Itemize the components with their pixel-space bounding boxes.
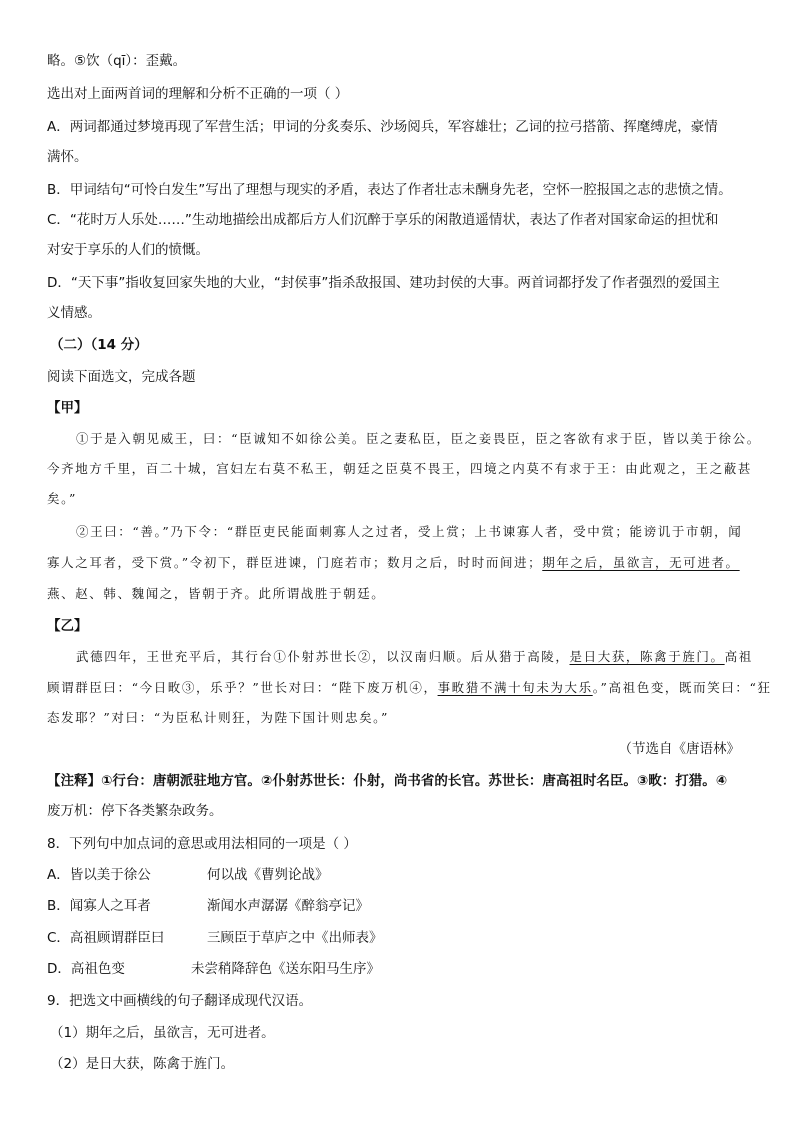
annotation-note <box>47 771 754 791</box>
underlined-sentence: 是日大获，陈禽于旌门。 <box>569 649 725 664</box>
passage-jia-p1: 矣。” <box>47 491 77 506</box>
question-9: 9．把选文中画横线的句子翻译成现代汉语。 <box>47 993 313 1009</box>
text-line: 略。⑤饮（qī）：歪戴。 <box>47 53 187 69</box>
passage-jia-p1: ①于是入朝见威王，曰：“臣诚知不如徐公美。臣之妻私臣，臣之妾畏臣，臣之客欲有求于臣，皆以美于徐公。 <box>76 431 761 446</box>
option-c-cont: 对安于享乐的人们的愤慨。 <box>47 242 209 258</box>
option-right: 三顾臣于草庐之中《出师表》 <box>207 930 383 946</box>
reading-instruction: 阅读下面选文，完成各题 <box>47 369 196 385</box>
underlined-sentence: 期年之后，虽欲言，无可进者。 <box>542 555 740 570</box>
question-8: 8．下列句中加点词的意思或用法相同的一项是（ ） <box>47 836 357 852</box>
option-d-cont: 义情感。 <box>47 305 101 321</box>
passage-text: 武德四年，王世充平后，其行台①仆射苏世长②，以汉南归顺。后从猎于高陵， <box>76 649 570 664</box>
option-left: A．皆以美于徐公 <box>47 867 151 883</box>
q8-option-b <box>47 896 754 916</box>
annotation-note-cont: 废万机：停下各类繁杂政务。 <box>47 803 223 819</box>
option-b: B．甲词结句“可怜白发生”写出了理想与现实的矛盾，表达了作者壮志未酬身先老，空怀一腔报国之志的悲愤之情。 <box>47 182 732 198</box>
passage-jia-p2: 燕、赵、韩、魏闻之，皆朝于齐。此所谓战胜于朝廷。 <box>47 586 386 601</box>
annotation-text: 【注释】①行台：唐朝派驻地方官。②仆射苏世长：仆射，尚书省的长官。苏世长：唐高祖时名臣。③畋：打猎。④ <box>47 773 728 789</box>
question-stem: 选出对上面两首词的理解和分析不正确的一项（ ） <box>47 86 349 102</box>
underlined-sentence: 事畋猎不满十旬未为大乐 <box>437 680 593 695</box>
passage-jia-p1: 今齐地方千里，百二十城，宫妇左右莫不私王，朝廷之臣莫不畏王，四境之内莫不有求于王：由此观之，王之蔽甚 <box>47 461 753 476</box>
passage-text: 高祖 <box>724 649 753 664</box>
q9-item-2: （2）是日大获，陈禽于旌门。 <box>50 1056 235 1072</box>
passage-jia-p2 <box>47 553 754 573</box>
option-right: 渐闻水声潺潺《醉翁亭记》 <box>207 898 369 914</box>
passage-text: 寡人之耳者，受下赏。”令初下，群臣进谏，门庭若市；数月之后，时时而间进； <box>47 555 543 570</box>
option-a: A．两词都通过梦境再现了军营生活；甲词的分炙奏乐、沙场阅兵，军容雄壮；乙词的拉弓搭箭、挥麾缚虎，豪情 <box>47 119 718 135</box>
option-right: 未尝稍降辞色《送东阳马生序》 <box>191 961 380 977</box>
section-heading: （二）（14 分） <box>50 337 148 353</box>
option-left: B．闻寡人之耳者 <box>47 898 151 914</box>
option-left: D．高祖色变 <box>47 961 125 977</box>
option-d: D．“天下事”指收复回家失地的大业，“封侯事”指杀敌报国、建功封侯的大事。两首词都抒发了作者强烈的爱国主 <box>47 275 720 291</box>
q8-option-c <box>47 928 754 948</box>
q8-option-a <box>47 865 754 885</box>
passage-text: 。”高祖色变，既而笑曰：“狂 <box>592 680 772 695</box>
option-c: C．“花时万人乐处……”生动地描绘出成都后方人们沉醉于享乐的闲散逍遥情状，表达了作者对国家命运的担忧和 <box>47 212 719 228</box>
option-left: C．高祖顾谓群臣曰 <box>47 930 165 946</box>
q9-item-1: （1）期年之后，虽欲言，无可进者。 <box>50 1025 275 1041</box>
passage-yi <box>47 678 772 698</box>
passage-label-yi: 【乙】 <box>47 618 88 634</box>
passage-text: 顾谓群臣曰：“今日畋③，乐乎？”世长对曰：“陛下废万机④， <box>47 680 438 695</box>
option-right: 何以战《曹刿论战》 <box>207 867 329 883</box>
passage-yi: 态发耶？”对曰：“为臣私计则狂，为陛下国计则忠矣。” <box>47 710 390 725</box>
passage-yi <box>76 647 754 667</box>
passage-jia-p2: ②王曰：“善。”乃下令：“群臣吏民能面刺寡人之过者，受上赏；上书谏寡人者，受中赏；能谤讥于市朝，闻 <box>76 524 743 539</box>
passage-label-jia: 【甲】 <box>47 400 88 416</box>
source-citation: （节选自《唐语林》 <box>618 741 740 757</box>
q8-option-d <box>47 959 754 979</box>
option-a-cont: 满怀。 <box>47 149 88 165</box>
